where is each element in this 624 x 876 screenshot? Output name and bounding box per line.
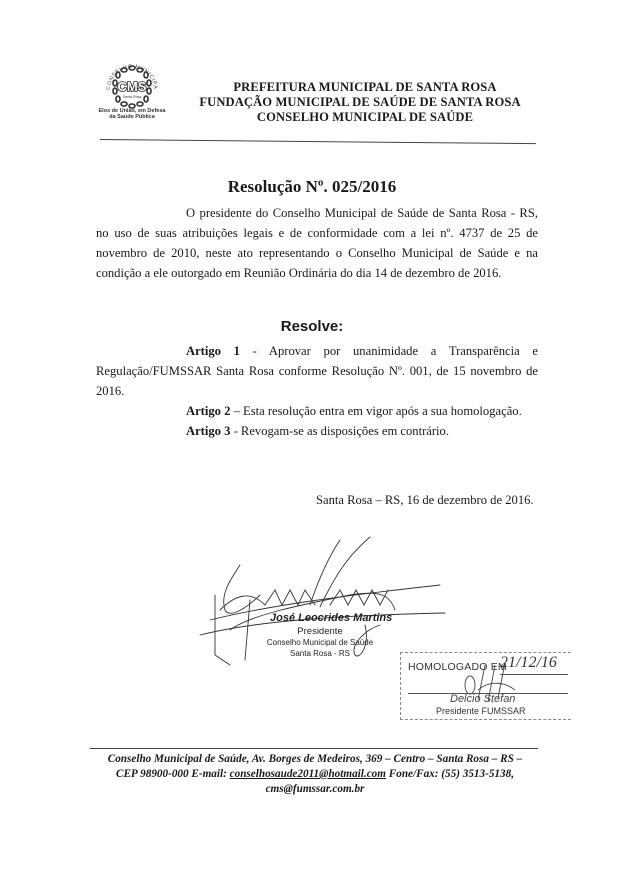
logo-caption-line2: da Saúde Pública <box>109 114 155 120</box>
header-line-1: PREFEITURA MUNICIPAL DE SANTA ROSA <box>233 80 497 94</box>
article-3-label: Artigo 3 <box>186 424 231 438</box>
preamble-line-1: O presidente do Conselho Municipal de Saúde de Santa Rosa - RS, <box>186 206 538 220</box>
footer-address: Conselho Municipal de Saúde, Av. Borges de Medeiros, 369 – Centro – Santa Rosa – RS – <box>107 753 523 765</box>
logo-acronym: CMS <box>117 79 147 94</box>
preamble-line-3: novembro de 2010, neste ato representando o Conselho Municipal de Saúde e na <box>96 246 538 260</box>
article-1-text-2: Regulação/FUMSSAR Santa Rosa conforme Resolução Nº. 001, de 15 novembro de <box>96 364 538 378</box>
header-line-3: CONSELHO MUNICIPAL DE SAÚDE <box>256 110 474 124</box>
article-2-label: Artigo 2 <box>186 404 231 418</box>
article-1-text-3: 2016. <box>96 384 125 398</box>
signatory-org: Conselho Municipal de Saúde <box>266 638 374 647</box>
footer-cep: CEP 98900-000 E-mail: <box>116 768 230 780</box>
article-1-label: Artigo 1 <box>186 344 240 358</box>
logo-caption <box>92 108 172 120</box>
footer-email-2[interactable]: cms@fumssar.com.br <box>265 783 365 795</box>
footer-contact <box>80 767 550 782</box>
logo-ring-text: CONSELHO MUNICIPA <box>105 63 159 91</box>
article-2 <box>186 401 522 421</box>
header-divider <box>100 139 536 145</box>
homologation-role: Presidente FUMSSAR <box>436 706 526 716</box>
footer-divider <box>90 748 538 749</box>
preamble-line-2: no uso de suas atribuições legais e de conformidade com a lei nº. 4737 de 25 de <box>96 226 538 240</box>
article-3-text: - Revogam-se as disposições em contrário. <box>230 424 450 438</box>
article-3 <box>186 421 449 441</box>
homologation-date: 21/12/16 <box>500 654 557 671</box>
article-1 <box>186 341 538 361</box>
signatory-role: Presidente <box>297 626 343 637</box>
place-date: Santa Rosa – RS, 16 de dezembro de 2016. <box>316 493 534 507</box>
article-1-text-1: - Aprovar por unanimidade a Transparência e <box>239 344 538 358</box>
homologation-label: HOMOLOGADO EM <box>408 661 507 673</box>
homologation-signatory: Delcio Stefan <box>450 693 516 705</box>
header-line-2: FUNDAÇÃO MUNICIPAL DE SAÚDE DE SANTA ROSA <box>199 95 521 109</box>
signatory-name: José Leocrides Martins <box>270 612 393 624</box>
footer-email-link[interactable]: conselhosaude2011@hotmail.com <box>229 768 386 780</box>
footer-phone: Fone/Fax: (55) 3513-5138, <box>385 768 514 780</box>
resolve-heading: Resolve: <box>280 318 344 335</box>
resolution-title: Resolução Nº. 025/2016 <box>227 177 397 196</box>
article-2-text: – Esta resolução entra em vigor após a sua homologação. <box>230 404 522 418</box>
logo-city: Santa Rosa <box>122 95 142 99</box>
preamble-line-4: condição a ele outorgado em Reunião Ordinária do dia 14 de dezembro de 2016. <box>96 266 502 280</box>
signatory-city: Santa Rosa - RS <box>289 649 351 658</box>
logo-caption-line1: Elos de União, em Defesa <box>98 108 166 114</box>
